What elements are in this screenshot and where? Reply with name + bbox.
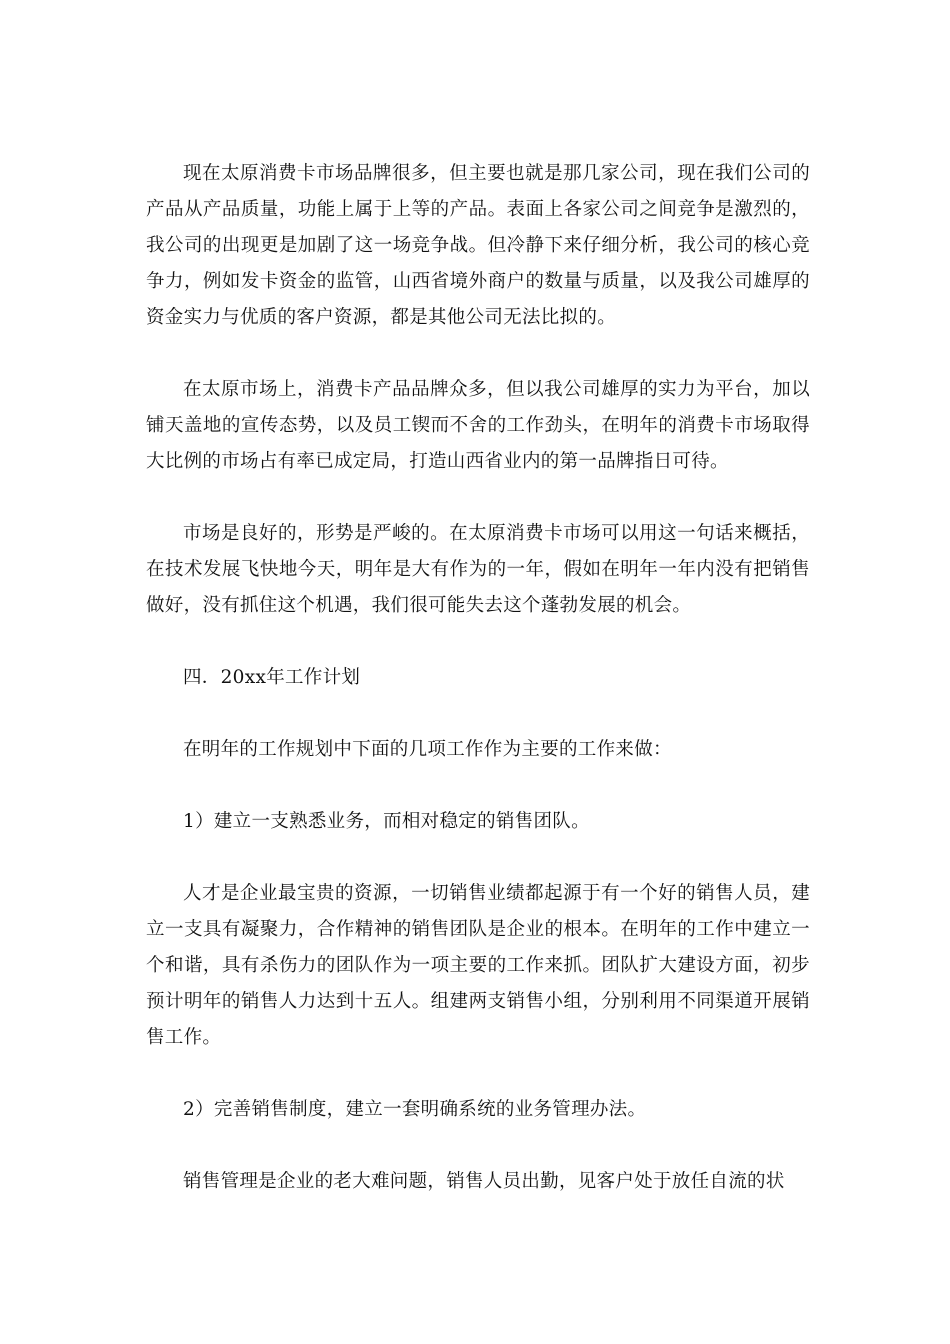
paragraph-taiyuan-market: 在太原市场上，消费卡产品品牌众多，但以我公司雄厚的实力为平台，加以铺天盖地的宣传态势，以及员工锲而不舍的工作劲头，在明年的消费卡市场取得大比例的市场占有率已成定局，打造山西省业内的第一品牌指日可待。 xyxy=(146,379,810,472)
document-page xyxy=(146,156,810,1200)
paragraph-sales-management: 销售管理是企业的老大难问题，销售人员出勤，见客户处于放任自流的状 xyxy=(183,1171,785,1192)
paragraph-market-situation: 市场是良好的，形势是严峻的。在太原消费卡市场可以用这一句话来概括，在技术发展飞快地今天，明年是大有作为的一年，假如在明年一年内没有把销售做好，没有抓住这个机遇，我们很可能失去这个蓬勃发展的机会。 xyxy=(146,523,810,616)
paragraph-market-brands: 现在太原消费卡市场品牌很多，但主要也就是那几家公司，现在我们公司的产品从产品质量，功能上属于上等的产品。表面上各家公司之间竞争是激烈的，我公司的出现更是加剧了这一场竞争战。但冷静下来仔细分析，我公司的核心竞争力，例如发卡资金的监管，山西省境外商户的数量与质量，以及我公司雄厚的资金实力与优质的客户资源，都是其他公司无法比拟的。 xyxy=(146,163,810,328)
paragraph-talent: 人才是企业最宝贵的资源，一切销售业绩都起源于有一个好的销售人员，建立一支具有凝聚力，合作精神的销售团队是企业的根本。在明年的工作中建立一个和谐，具有杀伤力的团队作为一项主要的工作来抓。团队扩大建设方面，初步预计明年的销售人力达到十五人。组建两支销售小组，分别利用不同渠道开展销售工作。 xyxy=(146,883,810,1048)
paragraph-plan-intro: 在明年的工作规划中下面的几项工作作为主要的工作来做： xyxy=(183,739,672,760)
section-heading-work-plan: 四．20xx年工作计划 xyxy=(183,667,361,688)
list-item-sales-system: 2）完善销售制度，建立一套明确系统的业务管理办法。 xyxy=(183,1099,647,1120)
list-item-sales-team: 1）建立一支熟悉业务，而相对稳定的销售团队。 xyxy=(183,811,590,832)
